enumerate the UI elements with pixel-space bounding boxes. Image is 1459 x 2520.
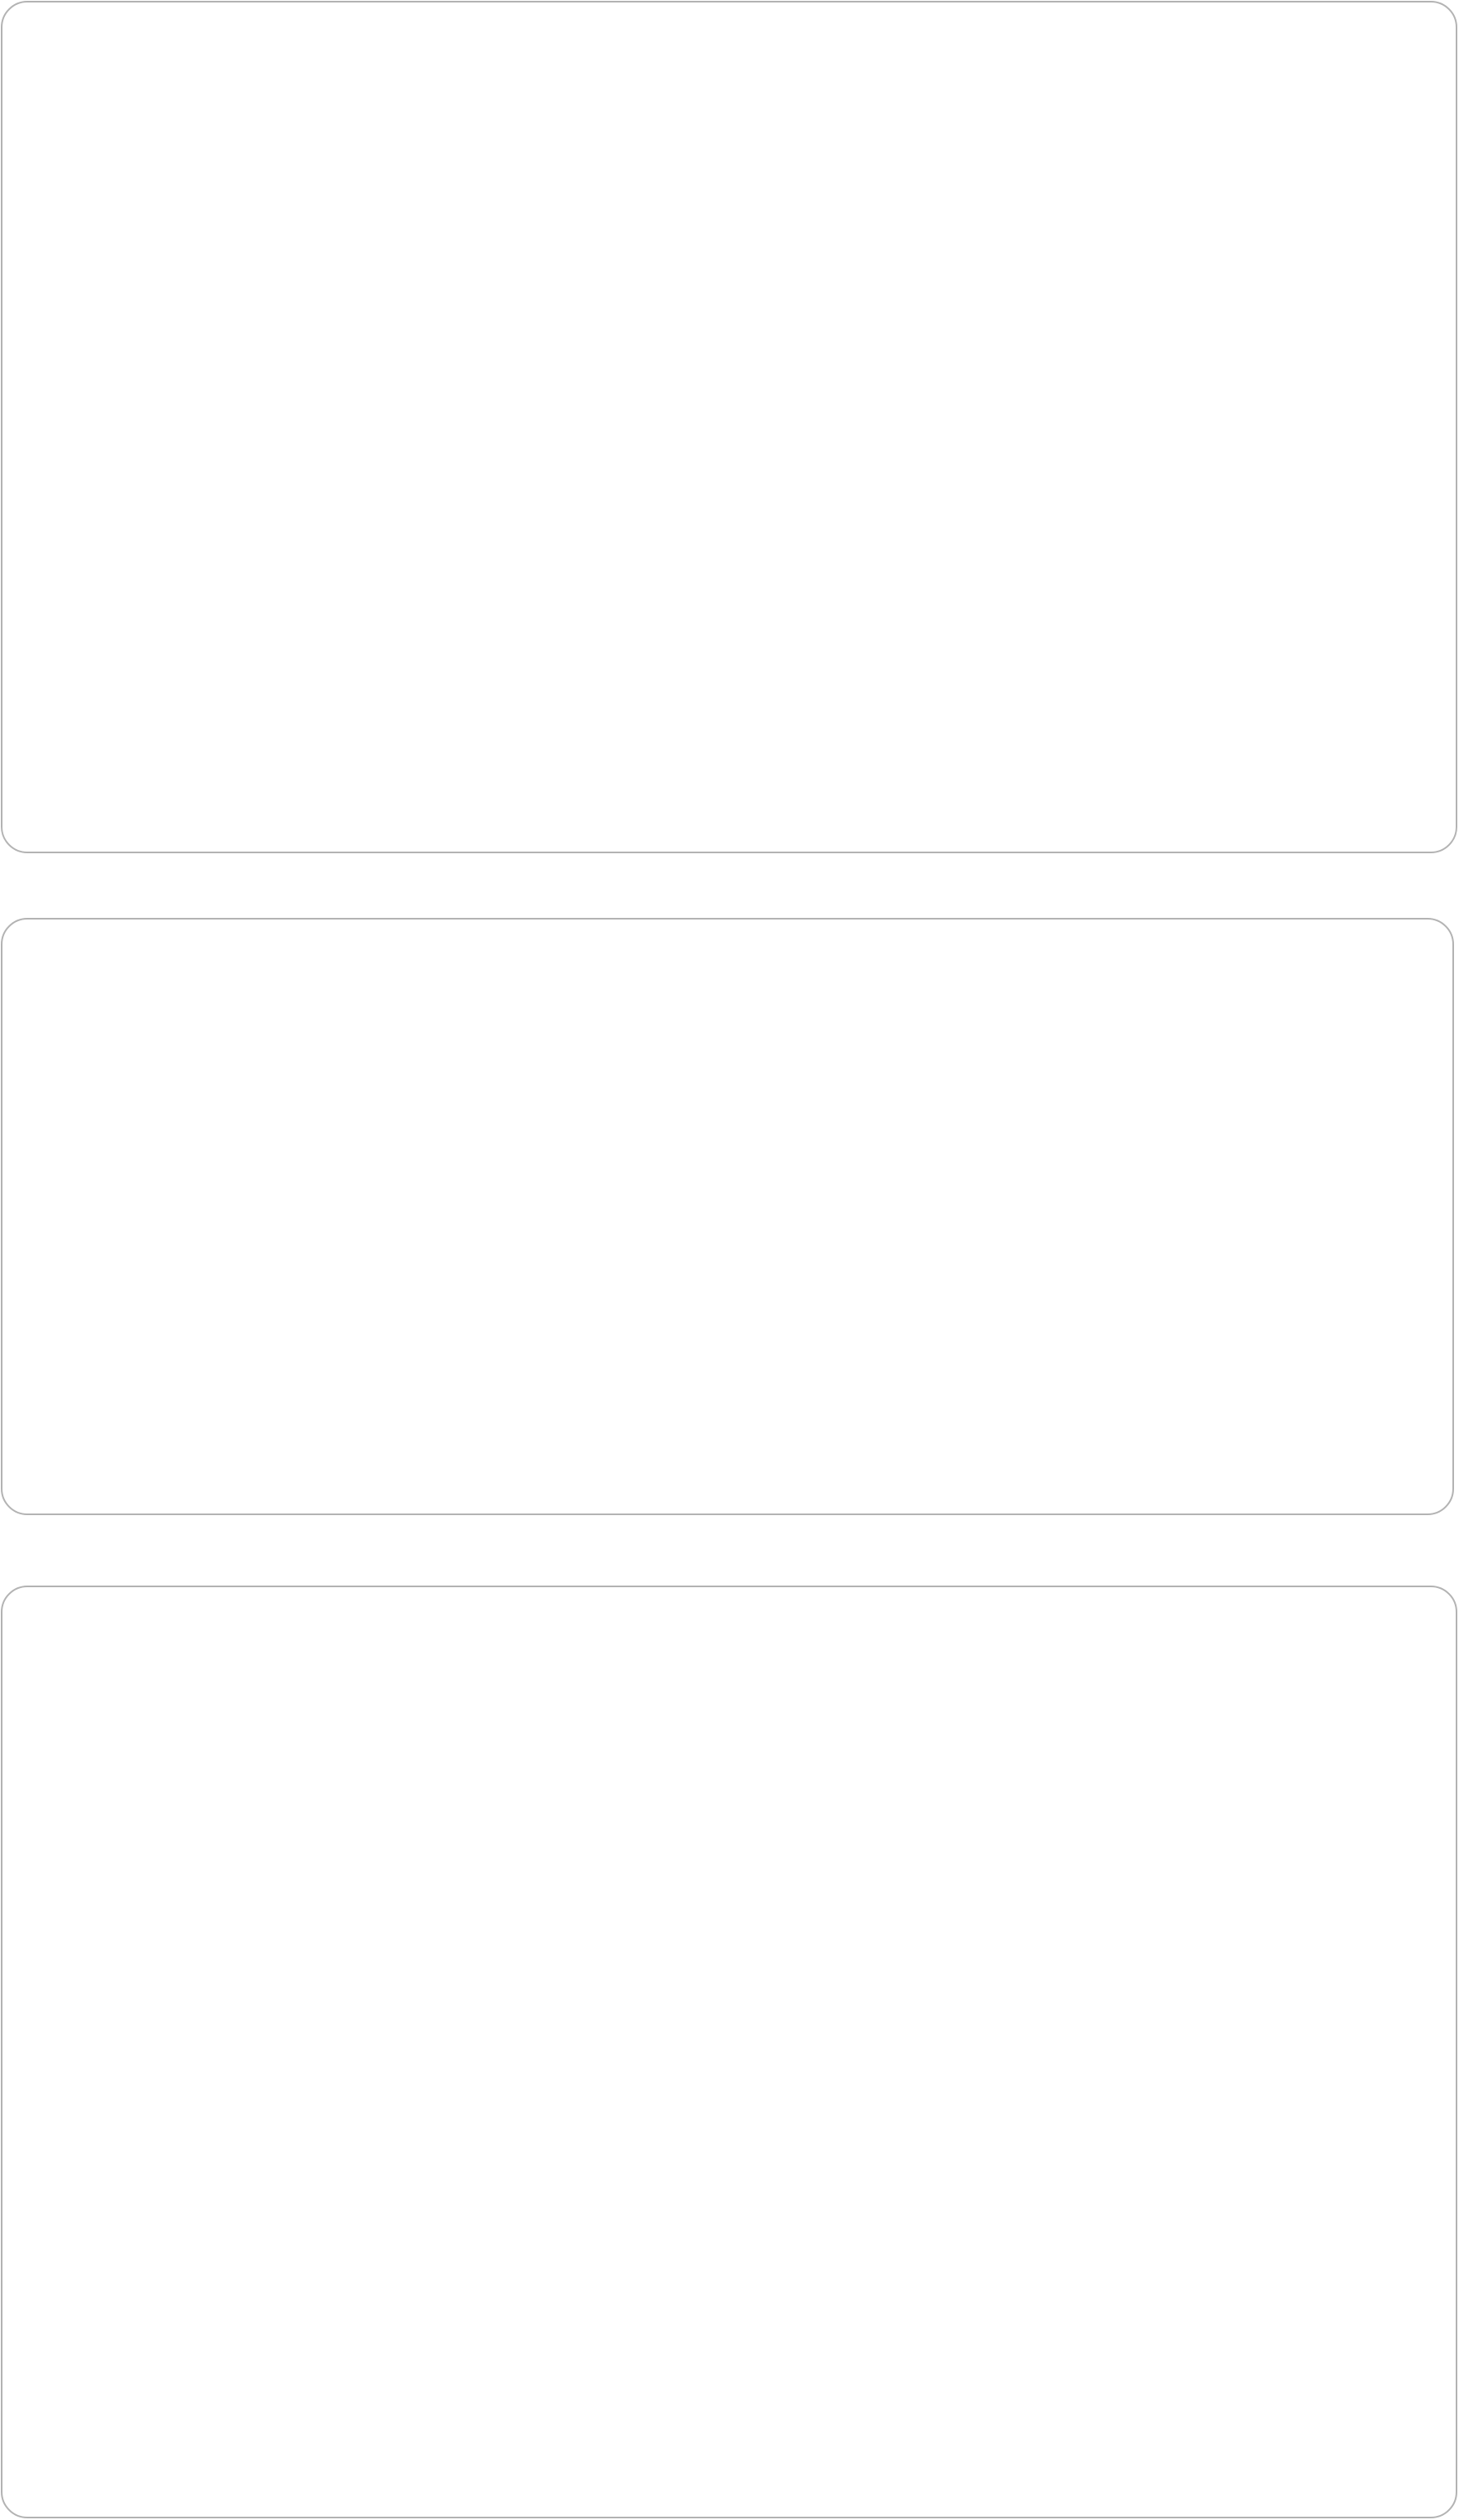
card-top <box>1 1 1457 853</box>
card-bottom <box>1 1586 1457 2518</box>
card-middle <box>1 918 1454 1515</box>
